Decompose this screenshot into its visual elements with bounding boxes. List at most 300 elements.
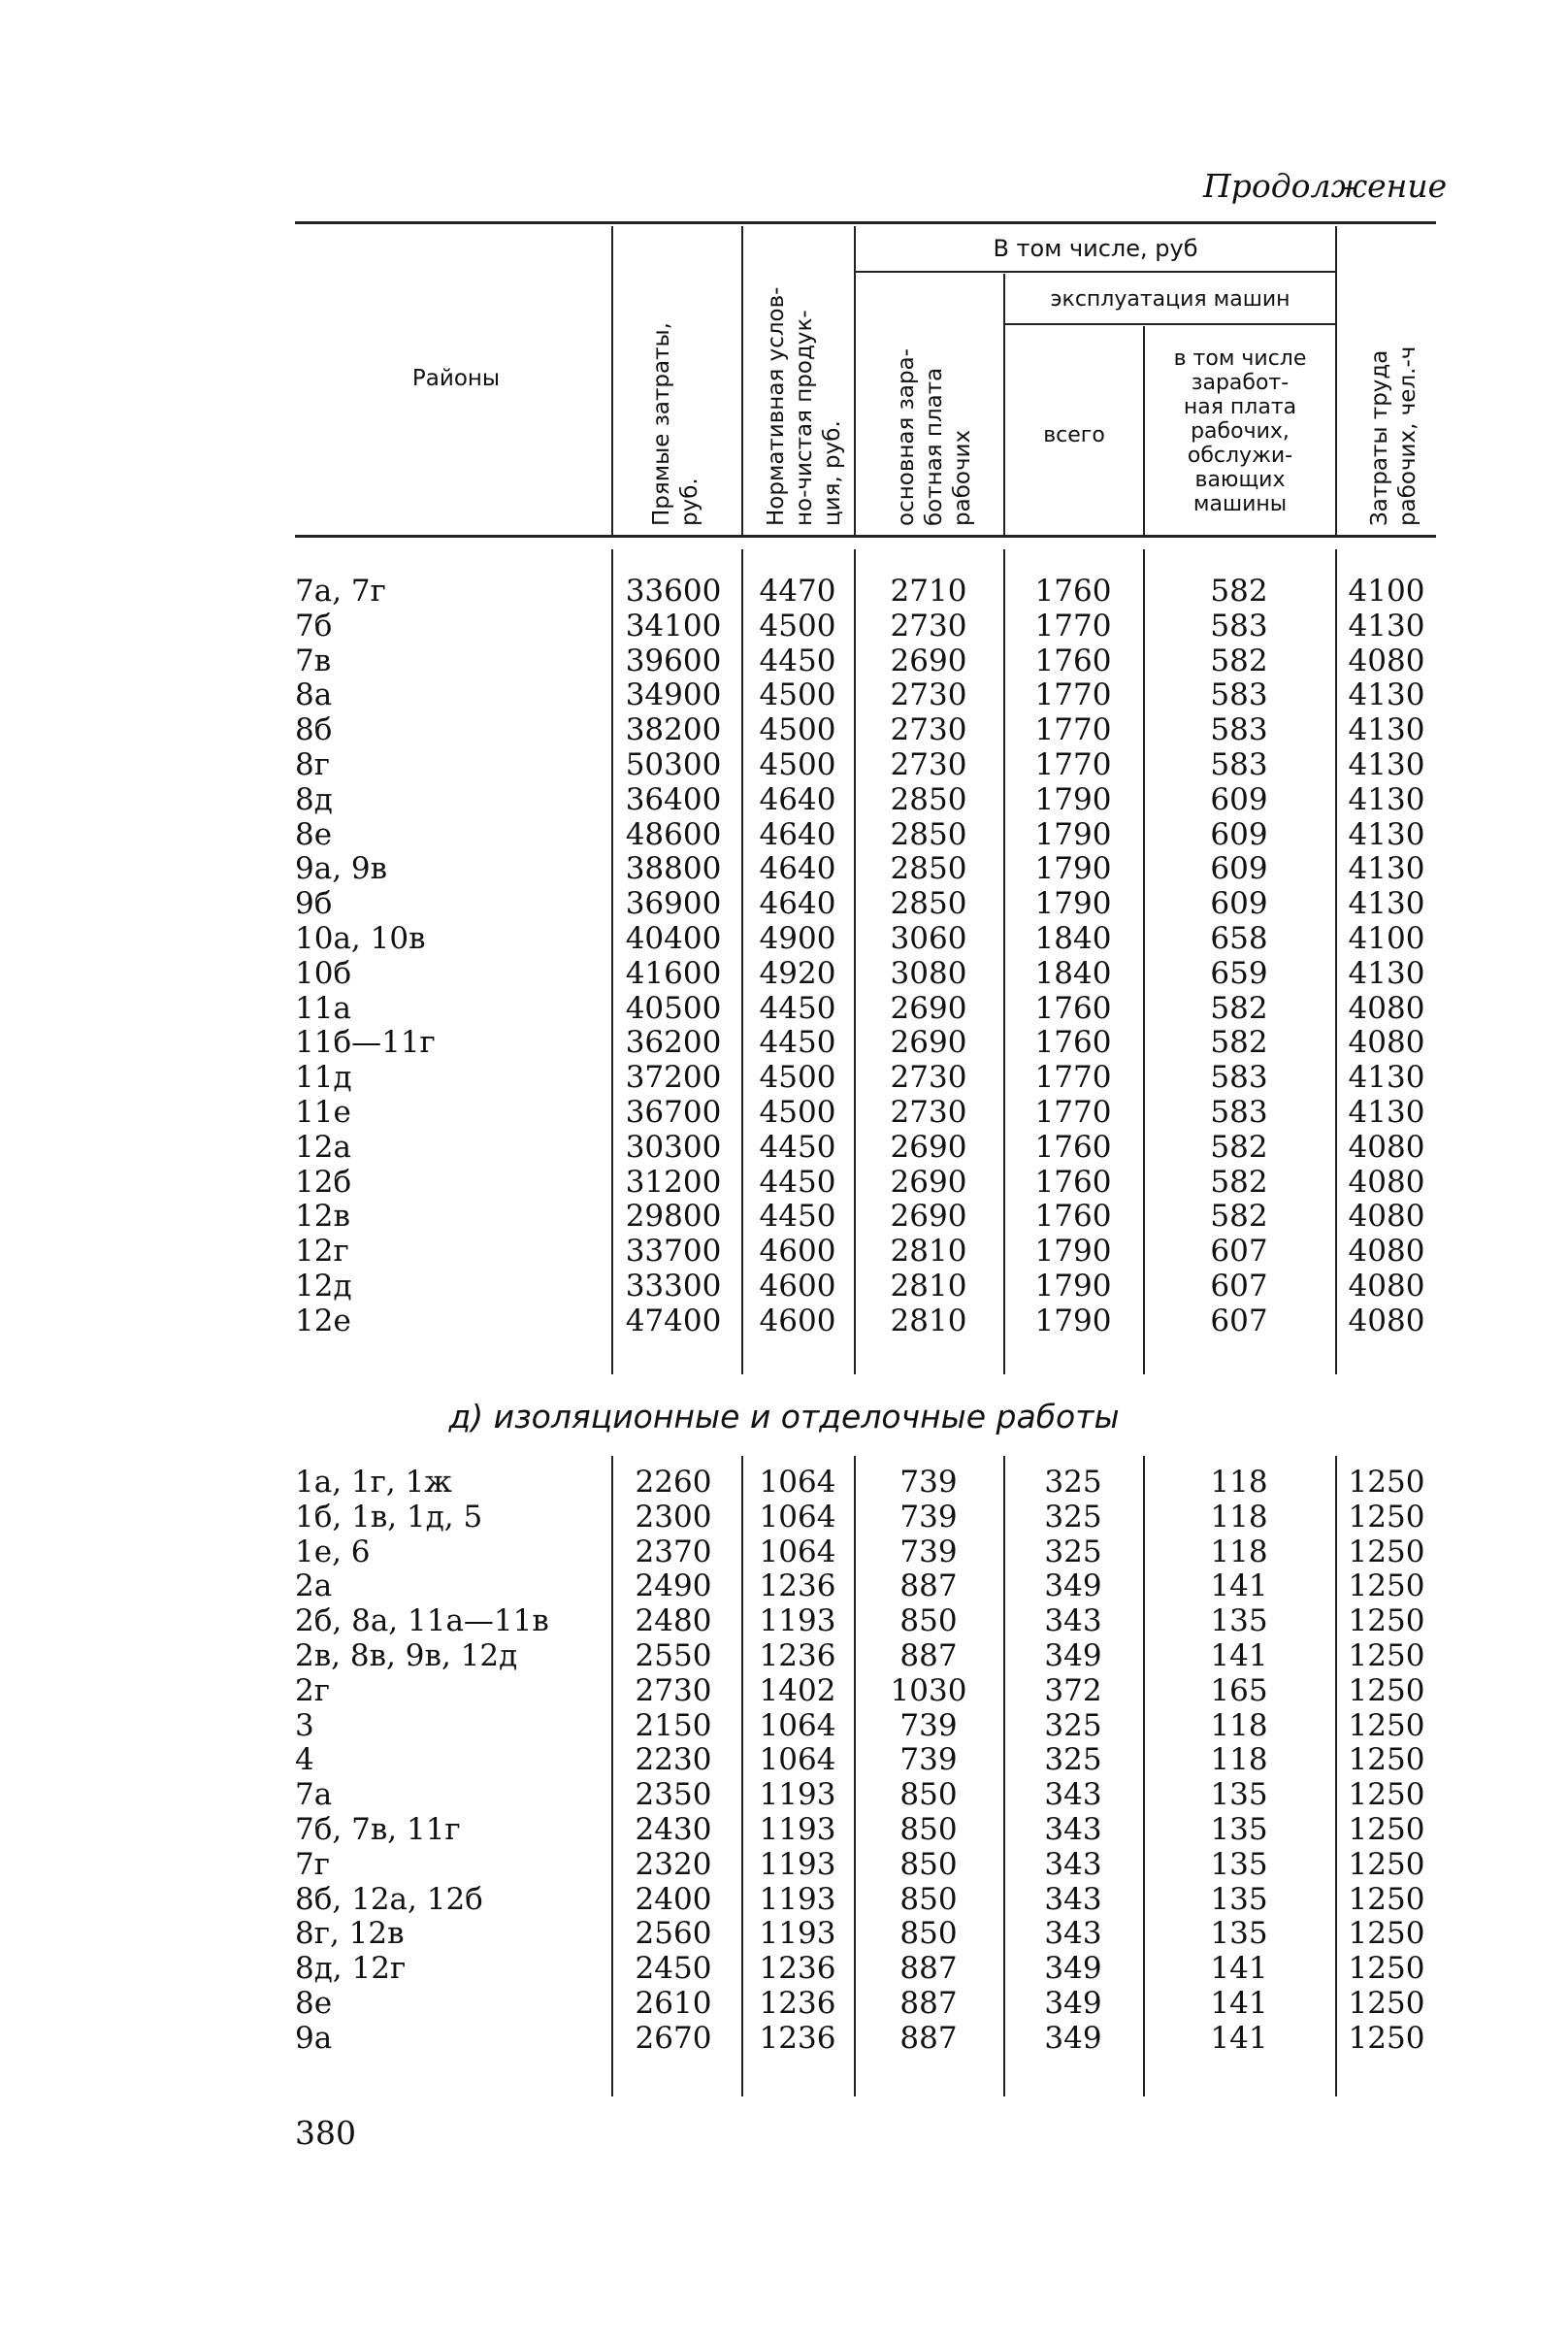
cell-direct-costs: 50300 [625, 746, 722, 782]
cell-labor: 4080 [1348, 1268, 1425, 1304]
cell-machines-total: 325 [1044, 1534, 1102, 1569]
cell-machines-total: 325 [1044, 1707, 1102, 1743]
cell-machines-total: 343 [1044, 1777, 1102, 1813]
cell-labor: 4080 [1348, 990, 1425, 1026]
cell-base-wages: 2730 [890, 1094, 967, 1130]
cell-region: 2а [295, 1568, 333, 1604]
cell-machines-total: 1770 [1034, 1060, 1112, 1096]
cell-base-wages: 2810 [890, 1303, 967, 1338]
cell-base-wages: 850 [899, 1777, 958, 1813]
cell-region: 12а [295, 1129, 351, 1165]
cell-labor: 4080 [1348, 1199, 1425, 1235]
cell-normative: 1402 [759, 1672, 836, 1708]
table-row [295, 852, 1436, 887]
cell-machines-wages: 582 [1210, 1025, 1268, 1061]
cell-machines-total: 1770 [1034, 1094, 1112, 1130]
table-row [295, 1813, 1436, 1848]
cell-direct-costs: 36200 [625, 1025, 722, 1061]
cell-base-wages: 2730 [890, 1060, 967, 1096]
cell-region: 9а [295, 2020, 333, 2056]
cell-labor: 4130 [1348, 1094, 1425, 1130]
cell-machines-total: 1790 [1034, 781, 1112, 817]
cell-base-wages: 850 [899, 1916, 958, 1952]
cell-machines-total: 1760 [1034, 1199, 1112, 1235]
cell-direct-costs: 37200 [625, 1060, 722, 1096]
cell-machines-total: 343 [1044, 1603, 1102, 1639]
cell-direct-costs: 40500 [625, 990, 722, 1026]
cell-machines-wages: 609 [1210, 816, 1268, 852]
cell-labor: 4130 [1348, 851, 1425, 887]
table-row [295, 1569, 1436, 1604]
cell-region: 7б [295, 608, 333, 644]
section-title: д) изоляционные и отделочные работы [448, 1398, 1120, 1436]
cell-direct-costs: 30300 [625, 1129, 722, 1165]
table-top-rule [295, 221, 1436, 224]
cell-machines-wages: 135 [1210, 1603, 1268, 1639]
cell-region: 11е [295, 1094, 351, 1130]
cell-region: 2в, 8в, 9в, 12д [295, 1637, 518, 1673]
header-divider-1 [611, 226, 613, 535]
cell-region: 2б, 8а, 11а—11в [295, 1603, 549, 1639]
cell-labor: 1250 [1348, 1637, 1425, 1673]
cell-labor: 4130 [1348, 712, 1425, 748]
cell-machines-total: 325 [1044, 1499, 1102, 1534]
cell-machines-total: 1760 [1034, 1025, 1112, 1061]
cell-machines-wages: 609 [1210, 781, 1268, 817]
cell-direct-costs: 2560 [635, 1916, 712, 1952]
cell-region: 1е, 6 [295, 1534, 371, 1569]
cell-labor: 4130 [1348, 746, 1425, 782]
table-row [295, 1501, 1436, 1535]
cell-region: 8б [295, 712, 333, 748]
cell-machines-total: 1770 [1034, 677, 1112, 713]
including-rule [854, 271, 1335, 273]
cell-direct-costs: 2490 [635, 1568, 712, 1604]
cell-machines-total: 1770 [1034, 712, 1112, 748]
cell-direct-costs: 2150 [635, 1707, 712, 1743]
cell-labor: 4080 [1348, 1025, 1425, 1061]
cell-normative: 4450 [759, 1164, 836, 1200]
cell-direct-costs: 36900 [625, 886, 722, 922]
cell-normative: 4640 [759, 886, 836, 922]
cell-base-wages: 2730 [890, 712, 967, 748]
cell-machines-wages: 582 [1210, 1164, 1268, 1200]
cell-region: 12в [295, 1199, 350, 1235]
cell-labor: 1250 [1348, 1534, 1425, 1569]
cell-normative: 1193 [759, 1811, 836, 1847]
cell-base-wages: 887 [899, 1985, 958, 2021]
table-row [295, 1235, 1436, 1270]
table-row [295, 992, 1436, 1027]
cell-labor: 4130 [1348, 955, 1425, 991]
cell-machines-total: 1770 [1034, 746, 1112, 782]
cell-machines-wages: 118 [1210, 1742, 1268, 1778]
cell-machines-wages: 658 [1210, 920, 1268, 956]
cell-labor: 4130 [1348, 886, 1425, 922]
table-row [295, 575, 1436, 610]
cell-machines-wages: 141 [1210, 1985, 1268, 2021]
cell-machines-wages: 607 [1210, 1234, 1268, 1270]
cell-machines-wages: 582 [1210, 990, 1268, 1026]
cell-direct-costs: 2300 [635, 1499, 712, 1534]
cell-base-wages: 739 [899, 1499, 958, 1534]
cell-labor: 1250 [1348, 2020, 1425, 2056]
cell-normative: 1193 [759, 1916, 836, 1952]
cell-labor: 4130 [1348, 677, 1425, 713]
cell-region: 8е [295, 1985, 333, 2021]
cell-labor: 4130 [1348, 608, 1425, 644]
cell-machines-wages: 583 [1210, 1094, 1268, 1130]
cell-normative: 4920 [759, 955, 836, 991]
cell-normative: 4450 [759, 990, 836, 1026]
cell-direct-costs: 2260 [635, 1465, 712, 1500]
cell-base-wages: 2850 [890, 781, 967, 817]
cell-region: 7г [295, 1846, 330, 1882]
cell-normative: 4640 [759, 781, 836, 817]
cell-machines-wages: 607 [1210, 1303, 1268, 1338]
cell-normative: 1064 [759, 1465, 836, 1500]
cell-machines-total: 1770 [1034, 608, 1112, 644]
cell-normative: 1064 [759, 1742, 836, 1778]
cell-base-wages: 850 [899, 1881, 958, 1917]
cell-normative: 1064 [759, 1499, 836, 1534]
cell-direct-costs: 38200 [625, 712, 722, 748]
cell-machines-total: 325 [1044, 1742, 1102, 1778]
cell-base-wages: 2730 [890, 746, 967, 782]
cell-labor: 1250 [1348, 1742, 1425, 1778]
cell-normative: 4500 [759, 1094, 836, 1130]
cell-direct-costs: 31200 [625, 1164, 722, 1200]
cell-normative: 4500 [759, 712, 836, 748]
cell-labor: 1250 [1348, 1568, 1425, 1604]
cell-region: 9б [295, 886, 333, 922]
cell-base-wages: 2850 [890, 886, 967, 922]
cell-machines-wages: 609 [1210, 851, 1268, 887]
cell-machines-total: 1790 [1034, 1268, 1112, 1304]
cell-labor: 4080 [1348, 1129, 1425, 1165]
cell-region: 7в [295, 643, 332, 678]
cell-machines-wages: 118 [1210, 1707, 1268, 1743]
cell-machines-wages: 135 [1210, 1881, 1268, 1917]
cell-labor: 1250 [1348, 1603, 1425, 1639]
cell-labor: 4130 [1348, 1060, 1425, 1096]
cell-normative: 4500 [759, 608, 836, 644]
cell-labor: 1250 [1348, 1777, 1425, 1813]
cell-region: 8г [295, 746, 330, 782]
cell-machines-wages: 583 [1210, 712, 1268, 748]
cell-machines-total: 1790 [1034, 1234, 1112, 1270]
table-row [295, 783, 1436, 818]
cell-direct-costs: 2370 [635, 1534, 712, 1569]
cell-machines-wages: 582 [1210, 643, 1268, 678]
table-row [295, 1270, 1436, 1304]
cell-direct-costs: 40400 [625, 920, 722, 956]
cell-labor: 4080 [1348, 1234, 1425, 1270]
page-number: 380 [295, 2114, 356, 2152]
cell-normative: 4600 [759, 1303, 836, 1338]
cell-region: 12б [295, 1164, 352, 1200]
cell-machines-wages: 118 [1210, 1465, 1268, 1500]
cell-region: 8г, 12в [295, 1916, 405, 1952]
cell-region: 4 [295, 1742, 314, 1778]
table-row [295, 1639, 1436, 1674]
cell-normative: 4900 [759, 920, 836, 956]
header-including: В том числе, руб [993, 235, 1198, 262]
cell-machines-wages: 118 [1210, 1534, 1268, 1569]
cell-labor: 1250 [1348, 1985, 1425, 2021]
cell-direct-costs: 33600 [625, 574, 722, 609]
cell-normative: 4450 [759, 1025, 836, 1061]
cell-region: 7а [295, 1777, 333, 1813]
header-divider-4 [1003, 274, 1005, 535]
table-row [295, 1061, 1436, 1096]
cell-region: 3 [295, 1707, 314, 1743]
cell-base-wages: 887 [899, 1951, 958, 1987]
cell-direct-costs: 2230 [635, 1742, 712, 1778]
cell-direct-costs: 2730 [635, 1672, 712, 1708]
cell-normative: 4470 [759, 574, 836, 609]
cell-base-wages: 2730 [890, 677, 967, 713]
cell-normative: 1193 [759, 1881, 836, 1917]
cell-machines-wages: 659 [1210, 955, 1268, 991]
cell-machines-wages: 583 [1210, 1060, 1268, 1096]
cell-base-wages: 850 [899, 1811, 958, 1847]
cell-machines-total: 343 [1044, 1916, 1102, 1952]
cell-base-wages: 2730 [890, 608, 967, 644]
header-labor: Затраты труда рабочих, чел.-ч [1367, 346, 1421, 526]
cell-machines-total: 349 [1044, 1985, 1102, 2021]
cell-region: 11б—11г [295, 1025, 436, 1061]
header-regions: Районы [411, 366, 501, 391]
table-row [295, 887, 1436, 922]
cell-labor: 1250 [1348, 1465, 1425, 1500]
header-total: всего [1043, 423, 1105, 447]
cell-region: 10б [295, 955, 352, 991]
table-row [295, 1917, 1436, 1952]
cell-machines-total: 343 [1044, 1811, 1102, 1847]
cell-direct-costs: 39600 [625, 643, 722, 678]
cell-labor: 4100 [1348, 574, 1425, 609]
cell-base-wages: 739 [899, 1742, 958, 1778]
cell-normative: 1236 [759, 1985, 836, 2021]
table-row [295, 1026, 1436, 1061]
cell-machines-wages: 141 [1210, 1568, 1268, 1604]
cell-normative: 4500 [759, 746, 836, 782]
cell-normative: 4600 [759, 1234, 836, 1270]
cell-machines-total: 1760 [1034, 574, 1112, 609]
cell-direct-costs: 2670 [635, 2020, 712, 2056]
cell-labor: 1250 [1348, 1881, 1425, 1917]
cell-region: 12г [295, 1234, 349, 1270]
cell-direct-costs: 34900 [625, 677, 722, 713]
cell-direct-costs: 38800 [625, 851, 722, 887]
cell-machines-wages: 607 [1210, 1268, 1268, 1304]
cell-labor: 1250 [1348, 1672, 1425, 1708]
cell-normative: 4450 [759, 1199, 836, 1235]
table-row [295, 922, 1436, 957]
cell-region: 12е [295, 1303, 351, 1338]
cell-direct-costs: 2430 [635, 1811, 712, 1847]
cell-normative: 4640 [759, 851, 836, 887]
header-divider-3 [854, 226, 856, 535]
header-incl-wages: в том числе заработ- ная плата рабочих, обслужи- вающих машины [1173, 346, 1307, 516]
table-row [295, 1304, 1436, 1339]
cell-direct-costs: 41600 [625, 955, 722, 991]
cell-base-wages: 3060 [890, 920, 967, 956]
cell-normative: 1236 [759, 1637, 836, 1673]
cell-base-wages: 2810 [890, 1234, 967, 1270]
cell-base-wages: 739 [899, 1465, 958, 1500]
cell-base-wages: 887 [899, 1637, 958, 1673]
cell-machines-wages: 165 [1210, 1672, 1268, 1708]
cell-normative: 4640 [759, 816, 836, 852]
cell-machines-wages: 135 [1210, 1916, 1268, 1952]
table-row [295, 1709, 1436, 1744]
table-insulation-finishing [295, 1466, 1436, 2057]
table-construction-regions [295, 575, 1436, 1339]
cell-base-wages: 1030 [890, 1672, 967, 1708]
cell-machines-wages: 582 [1210, 1199, 1268, 1235]
cell-labor: 1250 [1348, 1951, 1425, 1987]
table-row [295, 1883, 1436, 1918]
cell-machines-total: 1790 [1034, 816, 1112, 852]
table-row [295, 1604, 1436, 1639]
cell-machines-total: 372 [1044, 1672, 1102, 1708]
cell-direct-costs: 33700 [625, 1234, 722, 1270]
cell-labor: 1250 [1348, 1846, 1425, 1882]
cell-labor: 4080 [1348, 643, 1425, 678]
cell-labor: 1250 [1348, 1707, 1425, 1743]
header-divider-2 [741, 226, 743, 535]
cell-normative: 1236 [759, 1951, 836, 1987]
cell-normative: 4450 [759, 643, 836, 678]
cell-region: 10а, 10в [295, 920, 426, 956]
cell-direct-costs: 2550 [635, 1637, 712, 1673]
cell-normative: 4450 [759, 1129, 836, 1165]
cell-machines-wages: 583 [1210, 746, 1268, 782]
header-base-wages: основная зара- ботная плата рабочих [894, 348, 975, 526]
cell-machines-total: 1760 [1034, 990, 1112, 1026]
cell-region: 2г [295, 1672, 330, 1708]
cell-base-wages: 850 [899, 1603, 958, 1639]
cell-base-wages: 887 [899, 1568, 958, 1604]
cell-machines-total: 349 [1044, 1568, 1102, 1604]
cell-base-wages: 2690 [890, 1025, 967, 1061]
cell-machines-total: 343 [1044, 1846, 1102, 1882]
table-row [295, 1466, 1436, 1501]
cell-region: 8а [295, 677, 333, 713]
table-row [295, 678, 1436, 713]
cell-machines-total: 343 [1044, 1881, 1102, 1917]
cell-normative: 4500 [759, 677, 836, 713]
cell-machines-total: 1760 [1034, 643, 1112, 678]
table-row [295, 748, 1436, 783]
cell-region: 8е [295, 816, 333, 852]
table-row [295, 1535, 1436, 1570]
table-row [295, 2022, 1436, 2057]
cell-direct-costs: 2350 [635, 1777, 712, 1813]
cell-direct-costs: 2320 [635, 1846, 712, 1882]
table-row [295, 644, 1436, 679]
table-row [295, 1200, 1436, 1235]
cell-base-wages: 2850 [890, 816, 967, 852]
cell-direct-costs: 2450 [635, 1951, 712, 1987]
cell-machines-wages: 609 [1210, 886, 1268, 922]
cell-base-wages: 739 [899, 1707, 958, 1743]
cell-direct-costs: 36700 [625, 1094, 722, 1130]
cell-base-wages: 887 [899, 2020, 958, 2056]
header-machine-ops: эксплуатация машин [1050, 287, 1290, 312]
cell-machines-wages: 582 [1210, 574, 1268, 609]
cell-machines-total: 1790 [1034, 851, 1112, 887]
header-bottom-rule [295, 535, 1436, 538]
cell-base-wages: 739 [899, 1534, 958, 1569]
cell-base-wages: 2850 [890, 851, 967, 887]
cell-region: 8д, 12г [295, 1951, 407, 1987]
table-row [295, 1778, 1436, 1813]
cell-base-wages: 2690 [890, 990, 967, 1026]
cell-machines-wages: 118 [1210, 1499, 1268, 1534]
cell-labor: 1250 [1348, 1916, 1425, 1952]
cell-region: 7б, 7в, 11г [295, 1811, 461, 1847]
header-divider-6 [1335, 226, 1337, 535]
cell-machines-wages: 583 [1210, 608, 1268, 644]
table-row [295, 1096, 1436, 1131]
cell-region: 1а, 1г, 1ж [295, 1465, 452, 1500]
cell-normative: 1193 [759, 1846, 836, 1882]
cell-direct-costs: 34100 [625, 608, 722, 644]
cell-region: 8д [295, 781, 333, 817]
cell-direct-costs: 2480 [635, 1603, 712, 1639]
cell-normative: 1064 [759, 1534, 836, 1569]
table-row [295, 1952, 1436, 1987]
cell-region: 8б, 12а, 12б [295, 1881, 483, 1917]
cell-region: 11д [295, 1060, 352, 1096]
cell-machines-total: 1760 [1034, 1164, 1112, 1200]
machines-rule [1003, 323, 1335, 325]
table-row [295, 713, 1436, 748]
cell-machines-total: 1840 [1034, 955, 1112, 991]
table-row [295, 1848, 1436, 1883]
cell-region: 11а [295, 990, 351, 1026]
table-row [295, 610, 1436, 644]
cell-direct-costs: 33300 [625, 1268, 722, 1304]
cell-labor: 4130 [1348, 816, 1425, 852]
cell-machines-total: 325 [1044, 1465, 1102, 1500]
cell-base-wages: 2690 [890, 643, 967, 678]
cell-normative: 4500 [759, 1060, 836, 1096]
cell-machines-wages: 141 [1210, 1951, 1268, 1987]
cell-normative: 1193 [759, 1777, 836, 1813]
cell-region: 9а, 9в [295, 851, 388, 887]
cell-normative: 4600 [759, 1268, 836, 1304]
cell-machines-total: 1760 [1034, 1129, 1112, 1165]
table-row [295, 1166, 1436, 1201]
table-row [295, 1743, 1436, 1778]
cell-direct-costs: 36400 [625, 781, 722, 817]
cell-base-wages: 2810 [890, 1268, 967, 1304]
cell-labor: 4080 [1348, 1303, 1425, 1338]
cell-labor: 1250 [1348, 1499, 1425, 1534]
table-row [295, 1987, 1436, 2022]
cell-machines-wages: 135 [1210, 1846, 1268, 1882]
cell-base-wages: 2710 [890, 574, 967, 609]
cell-machines-wages: 582 [1210, 1129, 1268, 1165]
cell-base-wages: 2690 [890, 1164, 967, 1200]
cell-machines-wages: 583 [1210, 677, 1268, 713]
header-normative: Нормативная услов- но-чистая продук- ция, руб. [764, 286, 845, 526]
table-row [295, 957, 1436, 992]
